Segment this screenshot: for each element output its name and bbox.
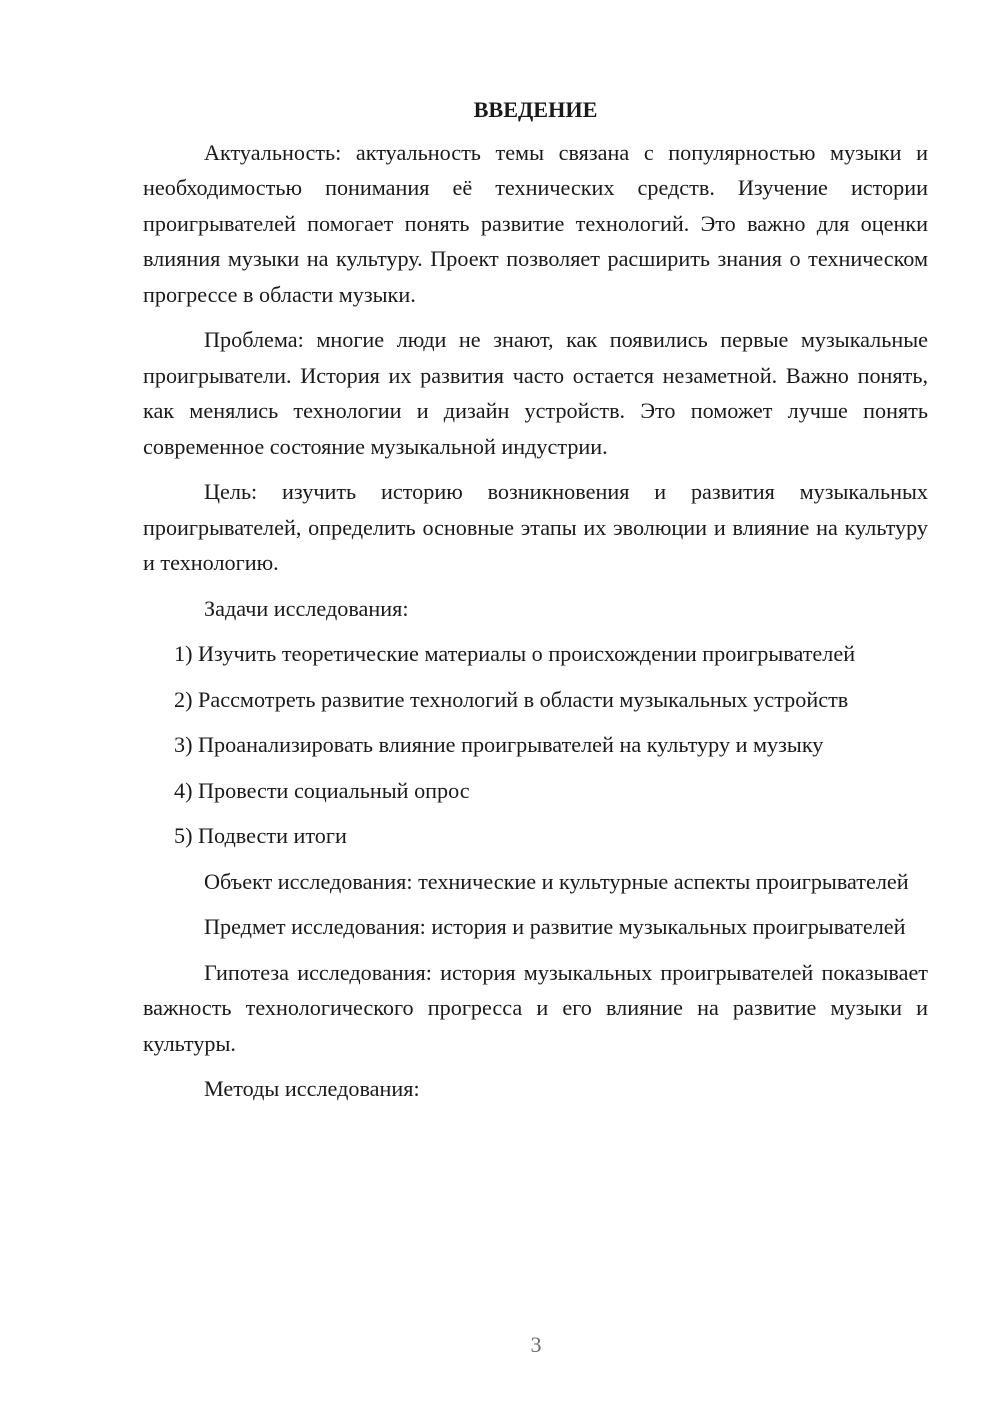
section-title: ВВЕДЕНИЕ: [473, 97, 598, 122]
paragraph-subject: Предмет исследования: история и развитие музыкальных проигрывателей: [204, 914, 906, 939]
task-item: 3) Проанализировать влияние проигрывателей на культуру и музыку: [174, 732, 824, 757]
paragraph-object: Объект исследования: технические и культурные аспекты проигрывателей: [204, 868, 909, 894]
page-content: [143, 92, 928, 1117]
paragraph-problem: Проблема: многие люди не знают, как появились первые музыкальные проигрыватели. История их развития часто остается незаметной. Важно понять, как менялись технологии и дизайн устройств. Это поможет лучше понять современное состояние музыкальной индустрии.: [143, 327, 928, 459]
task-item: 1) Изучить теоретические материалы о происхождении проигрывателей: [174, 641, 856, 666]
task-item: 5) Подвести итоги: [174, 823, 347, 848]
tasks-heading: Задачи исследования:: [204, 595, 409, 621]
task-item: 4) Провести социальный опрос: [174, 777, 470, 803]
paragraph-goal: Цель: изучить историю возникновения и развития музыкальных проигрывателей, определить основные этапы их эволюции и влияние на культуру и технологию.: [143, 479, 928, 575]
task-item: 2) Рассмотреть развитие технологий в области музыкальных устройств: [174, 686, 849, 712]
page-number: 3: [530, 1332, 542, 1357]
tasks-list: [143, 636, 928, 854]
paragraph-relevance: Актуальность: актуальность темы связана с популярностью музыки и необходимостью понимания её технических средств. Изучение истории проигрывателей помогает понять развитие технологий. Это важно для оценки влияния музыки на культуру. Проект позволяет расширить знания о техническом прогрессе в области музыки.: [143, 139, 928, 307]
paragraph-hypothesis: Гипотеза исследования: история музыкальных проигрывателей показывает важность технологического прогресса и его влияние на развитие музыки и культуры.: [143, 959, 928, 1056]
methods-heading: Методы исследования:: [204, 1076, 420, 1101]
